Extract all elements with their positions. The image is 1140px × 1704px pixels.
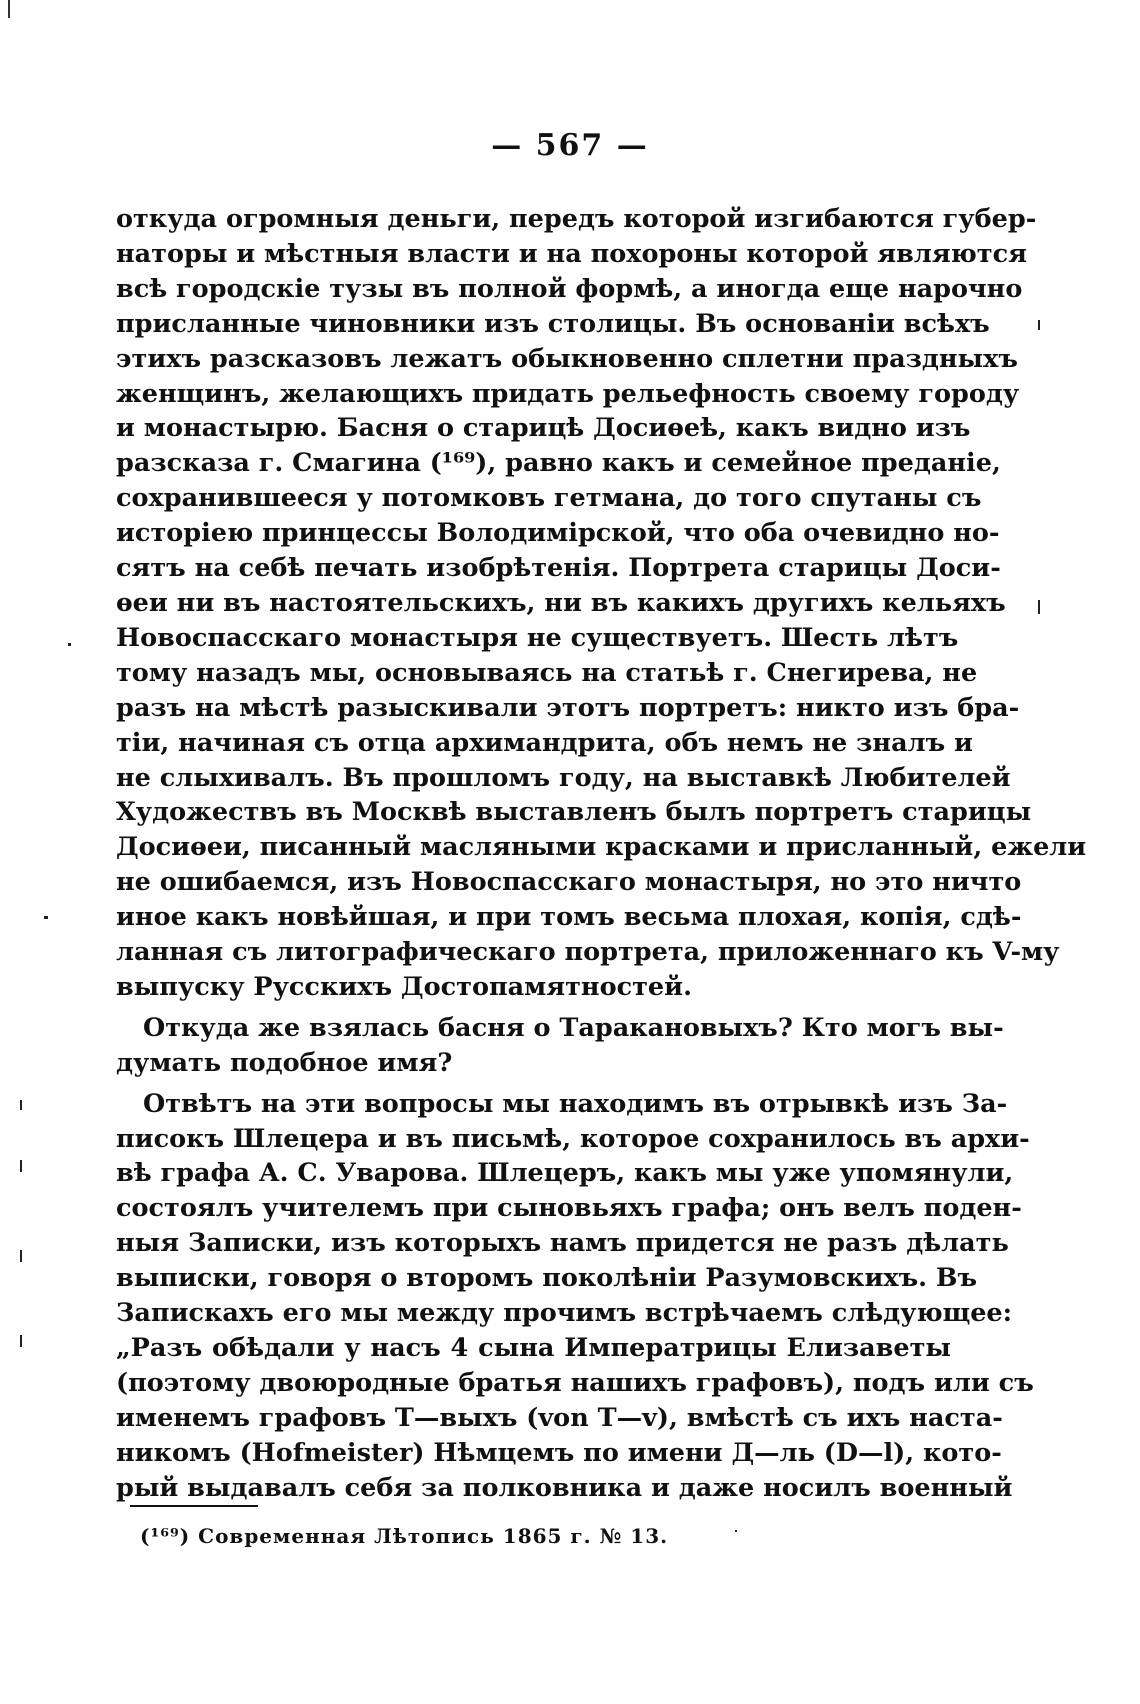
page-number: — 567 — [491, 128, 649, 163]
body-text [116, 202, 1087, 1506]
text-line: тому назадъ мы, основываясь на статьѣ г. Снегирева, не [116, 657, 978, 688]
scan-speck [20, 1160, 22, 1172]
text-line: всѣ городскіе тузы въ полной формѣ, а иногда еще нарочно [116, 273, 1023, 304]
scan-speck [68, 643, 71, 646]
scan-speck [1038, 320, 1040, 330]
text-line: присланные чиновники изъ столицы. Въ основаніи всѣхъ [116, 308, 990, 339]
text-line: ѳеи ни въ настоятельскихъ, ни въ какихъ другихъ кельяхъ [116, 587, 1006, 618]
text-line: не слыхивалъ. Въ прошломъ году, на выставкѣ Любителей [116, 762, 1011, 793]
text-line: никомъ (Hofmeister) Нѣмцемъ по имени Д—ль (D—l), кото- [116, 1437, 1002, 1468]
scan-speck [20, 1100, 22, 1110]
text-line: вѣ графа А. С. Уварова. Шлецеръ, какъ мы уже упомянули, [116, 1158, 1014, 1189]
text-line: не ошибаемся, изъ Новоспасскаго монастыря, но это ничто [116, 867, 1022, 898]
text-line: и монастырю. Басня о старицѣ Досиѳеѣ, какъ видно изъ [116, 413, 971, 444]
text-line: (поэтому двоюродные братья нашихъ графовъ), подъ или съ [116, 1367, 1034, 1398]
text-line: исторіею принцессы Володимірской, что оба очевидно но- [116, 518, 1000, 549]
text-line: Художествъ въ Москвѣ выставленъ былъ портретъ старицы [116, 797, 1032, 828]
text-line: Отвѣтъ на эти вопросы мы находимъ въ отрывкѣ изъ За- [143, 1088, 1008, 1119]
scan-speck [735, 1530, 737, 1532]
text-line: Запискахъ его мы между прочимъ встрѣчаемъ слѣдующее: [116, 1298, 1013, 1329]
text-line: Откуда же взялась басня о Таракановыхъ? Кто могъ вы- [143, 1012, 1004, 1043]
paragraph-3 [116, 1087, 1034, 1506]
text-line: именемъ графовъ Т—выхъ (von T—v), вмѣстѣ съ ихъ наста- [116, 1402, 1003, 1433]
text-line: разъ на мѣстѣ разыскивали этотъ портретъ: никто изъ бра- [116, 692, 1020, 723]
text-line: иное какъ новѣйшая, и при томъ весьма плохая, копія, сдѣ- [116, 902, 1022, 933]
text-line: выписки, говоря о второмъ поколѣніи Разумовскихъ. Въ [116, 1263, 978, 1294]
text-line: думать подобное имя? [116, 1047, 453, 1078]
scan-speck [44, 916, 48, 919]
scan-speck [1038, 600, 1040, 614]
scan-speck [20, 1250, 22, 1262]
text-line: тіи, начиная съ отца архимандрита, объ немъ не зналъ и [116, 727, 973, 758]
text-line: разсказа г. Смагина (¹⁶⁹), равно какъ и семейное преданіе, [116, 448, 1001, 479]
paragraph-2 [116, 1011, 1004, 1081]
text-line: этихъ разсказовъ лежатъ обыкновенно сплетни праздныхъ [116, 343, 1018, 374]
text-line: ныя Записки, изъ которыхъ намъ придется не разъ дѣлать [116, 1228, 1009, 1259]
text-line: Досиѳеи, писанный масляными красками и присланный, ежели [116, 832, 1087, 863]
footnote-rule [130, 1505, 258, 1507]
text-line: выпуску Русскихъ Достопамятностей. [116, 971, 692, 1002]
text-line: Новоспасскаго монастыря не существуетъ. Шесть лѣтъ [116, 622, 959, 653]
text-line: сятъ на себѣ печать изобрѣтенія. Портрета старицы Доси- [116, 553, 1001, 584]
text-line: сохранившееся у потомковъ гетмана, до того спутаны съ [116, 483, 982, 514]
text-line: рый выдавалъ себя за полковника и даже носилъ военный [116, 1472, 1013, 1503]
text-line: состоялъ учителемъ при сыновьяхъ графа; онъ велъ поден- [116, 1193, 1022, 1224]
text-line: женщинъ, желающихъ придать рельефность своему городу [116, 378, 1020, 409]
text-line: „Разъ обѣдали у насъ 4 сына Императрицы Елизаветы [116, 1333, 951, 1363]
scan-edge-mark [8, 0, 10, 18]
footnote: (¹⁶⁹) Современная Лѣтопись 1865 г. № 13. [140, 1524, 669, 1548]
text-line: ланная съ литографическаго портрета, приложеннаго къ V-му [116, 937, 1060, 968]
text-line: наторы и мѣстныя власти и на похороны которой являются [116, 238, 1027, 269]
text-line: откуда огромныя деньги, передъ которой изгибаются губер- [116, 204, 1037, 234]
paragraph-1 [116, 202, 1087, 1005]
scan-speck [20, 1335, 22, 1347]
text-line: писокъ Шлецера и въ письмѣ, которое сохранилось въ архи- [116, 1123, 1030, 1154]
